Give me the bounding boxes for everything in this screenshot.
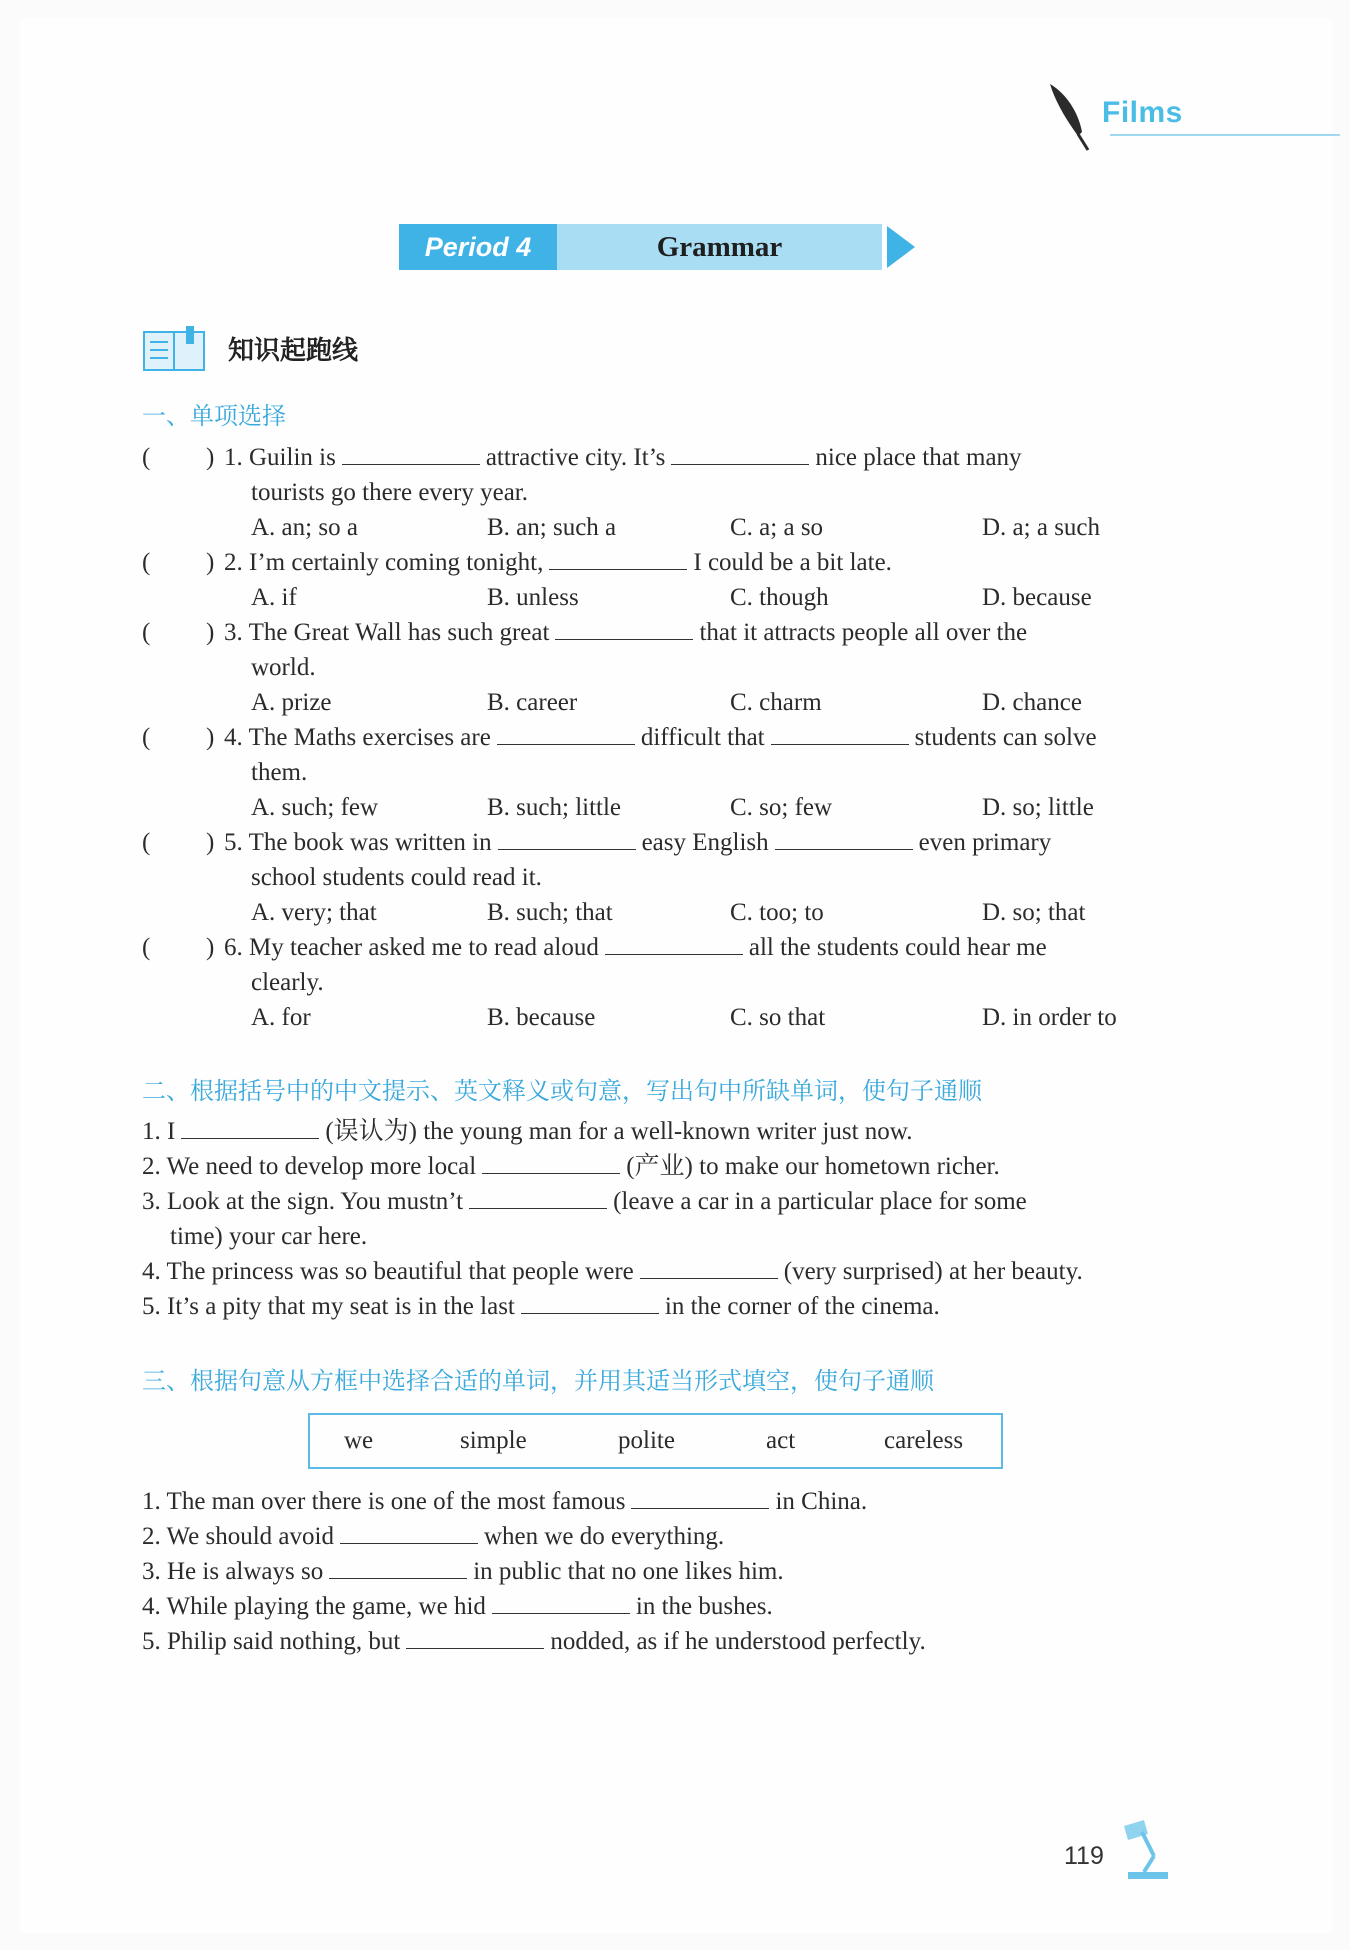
- q1-option-c: C. a; a so: [730, 514, 824, 541]
- q3-line2: world.: [251, 654, 316, 681]
- desk-lamp-icon: [1114, 1818, 1174, 1882]
- q2-option-c: C. though: [730, 584, 829, 611]
- part3-heading: 三、根据句意从方框中选择合适的单词，并用其适当形式填空，使句子通顺: [142, 1367, 934, 1395]
- q6-paren-close: ): [206, 934, 215, 961]
- answer-blank[interactable]: [342, 442, 480, 465]
- p3-item-2: 2. We should avoid when we do everything.: [142, 1523, 725, 1550]
- q6-line2: clearly.: [251, 969, 324, 996]
- p3-item-5: 5. Philip said nothing, but nodded, as if he understood perfectly.: [142, 1628, 926, 1655]
- q6-paren-open: (: [142, 934, 151, 961]
- q4-paren-open: (: [142, 724, 151, 751]
- q1-line2: tourists go there every year.: [251, 479, 528, 506]
- q5-option-c: C. too; to: [730, 899, 824, 926]
- period-topic: Grammar: [557, 224, 882, 270]
- q5-option-d: D. so; that: [982, 899, 1086, 926]
- answer-blank[interactable]: [181, 1116, 319, 1139]
- q4-option-b: B. such; little: [487, 794, 622, 821]
- question-3: 3. The Great Wall has such great that it attracts people all over the: [224, 619, 1028, 646]
- answer-blank[interactable]: [469, 1186, 607, 1209]
- p2-item-2: 2. We need to develop more local (产业) to make our hometown richer.: [142, 1153, 1000, 1180]
- q4-option-a: A. such; few: [251, 794, 379, 821]
- q1-option-a: A. an; so a: [251, 514, 358, 541]
- q5-option-a: A. very; that: [251, 899, 377, 926]
- answer-blank[interactable]: [671, 442, 809, 465]
- section-title: 知识起跑线: [228, 336, 359, 366]
- q6-option-c: C. so that: [730, 1004, 826, 1031]
- answer-blank[interactable]: [775, 827, 913, 850]
- question-5: 5. The book was written in easy English even primary: [224, 829, 1052, 856]
- word-bank-item: simple: [460, 1427, 527, 1454]
- q4-line2: them.: [251, 759, 308, 786]
- q2-paren-close: ): [206, 549, 215, 576]
- question-2: 2. I’m certainly coming tonight, I could be a bit late.: [224, 549, 892, 576]
- q5-paren-open: (: [142, 829, 151, 856]
- answer-blank[interactable]: [498, 827, 636, 850]
- word-bank-item: careless: [884, 1427, 964, 1454]
- answer-blank[interactable]: [605, 932, 743, 955]
- arrow-icon: [887, 226, 915, 268]
- q2-option-d: D. because: [982, 584, 1092, 611]
- word-bank: [308, 1413, 1003, 1469]
- answer-blank[interactable]: [497, 722, 635, 745]
- part2-heading: 二、根据括号中的中文提示、英文释义或句意，写出句中所缺单词，使句子通顺: [142, 1077, 982, 1105]
- feather-pen-icon: [1044, 82, 1090, 152]
- header-rule: [1110, 134, 1340, 136]
- q3-paren-close: ): [206, 619, 215, 646]
- word-bank-item: act: [766, 1427, 796, 1454]
- q1-paren-open: (: [142, 444, 151, 471]
- q2-option-b: B. unless: [487, 584, 579, 611]
- period-label: Period 4: [399, 224, 557, 270]
- p2-item-3: 3. Look at the sign. You mustn’t (leave a car in a particular place for some: [142, 1188, 1027, 1215]
- q5-line2: school students could read it.: [251, 864, 542, 891]
- q1-paren-close: ): [206, 444, 215, 471]
- page-number: 119: [1064, 1842, 1104, 1870]
- answer-blank[interactable]: [482, 1151, 620, 1174]
- q3-option-c: C. charm: [730, 689, 822, 716]
- q6-option-a: A. for: [251, 1004, 311, 1031]
- unit-title: Films: [1102, 96, 1183, 129]
- question-1: 1. Guilin is attractive city. It’s nice place that many: [224, 444, 1022, 471]
- q3-option-b: B. career: [487, 689, 578, 716]
- answer-blank[interactable]: [521, 1291, 659, 1314]
- word-bank-item: we: [344, 1427, 374, 1454]
- q5-option-b: B. such; that: [487, 899, 613, 926]
- answer-blank[interactable]: [406, 1626, 544, 1649]
- q4-option-c: C. so; few: [730, 794, 833, 821]
- answer-blank[interactable]: [640, 1256, 778, 1279]
- answer-blank[interactable]: [492, 1591, 630, 1614]
- p3-item-4: 4. While playing the game, we hid in the bushes.: [142, 1593, 773, 1620]
- p3-item-3: 3. He is always so in public that no one likes him.: [142, 1558, 784, 1585]
- q5-paren-close: ): [206, 829, 215, 856]
- q3-option-a: A. prize: [251, 689, 332, 716]
- p2-item-5: 5. It’s a pity that my seat is in the last in the corner of the cinema.: [142, 1293, 940, 1320]
- q1-option-d: D. a; a such: [982, 514, 1101, 541]
- answer-blank[interactable]: [549, 547, 687, 570]
- q4-option-d: D. so; little: [982, 794, 1094, 821]
- p2-item-3-line2: time) your car here.: [170, 1223, 368, 1250]
- word-bank-item: polite: [618, 1427, 675, 1454]
- part1-heading: 一、单项选择: [142, 402, 286, 430]
- answer-blank[interactable]: [771, 722, 909, 745]
- q6-option-d: D. in order to: [982, 1004, 1117, 1031]
- open-book-icon: [142, 326, 208, 374]
- q2-option-a: A. if: [251, 584, 297, 611]
- q3-option-d: D. chance: [982, 689, 1082, 716]
- q2-paren-open: (: [142, 549, 151, 576]
- answer-blank[interactable]: [555, 617, 693, 640]
- answer-blank[interactable]: [329, 1556, 467, 1579]
- answer-blank[interactable]: [340, 1521, 478, 1544]
- p2-item-4: 4. The princess was so beautiful that people were (very surprised) at her beauty.: [142, 1258, 1083, 1285]
- q4-paren-close: ): [206, 724, 215, 751]
- q1-option-b: B. an; such a: [487, 514, 617, 541]
- question-6: 6. My teacher asked me to read aloud all the students could hear me: [224, 934, 1047, 961]
- q6-option-b: B. because: [487, 1004, 596, 1031]
- q3-paren-open: (: [142, 619, 151, 646]
- p3-item-1: 1. The man over there is one of the most famous in China.: [142, 1488, 868, 1515]
- p2-item-1: 1. I (误认为) the young man for a well-known writer just now.: [142, 1118, 913, 1145]
- answer-blank[interactable]: [631, 1486, 769, 1509]
- question-4: 4. The Maths exercises are difficult that students can solve: [224, 724, 1097, 751]
